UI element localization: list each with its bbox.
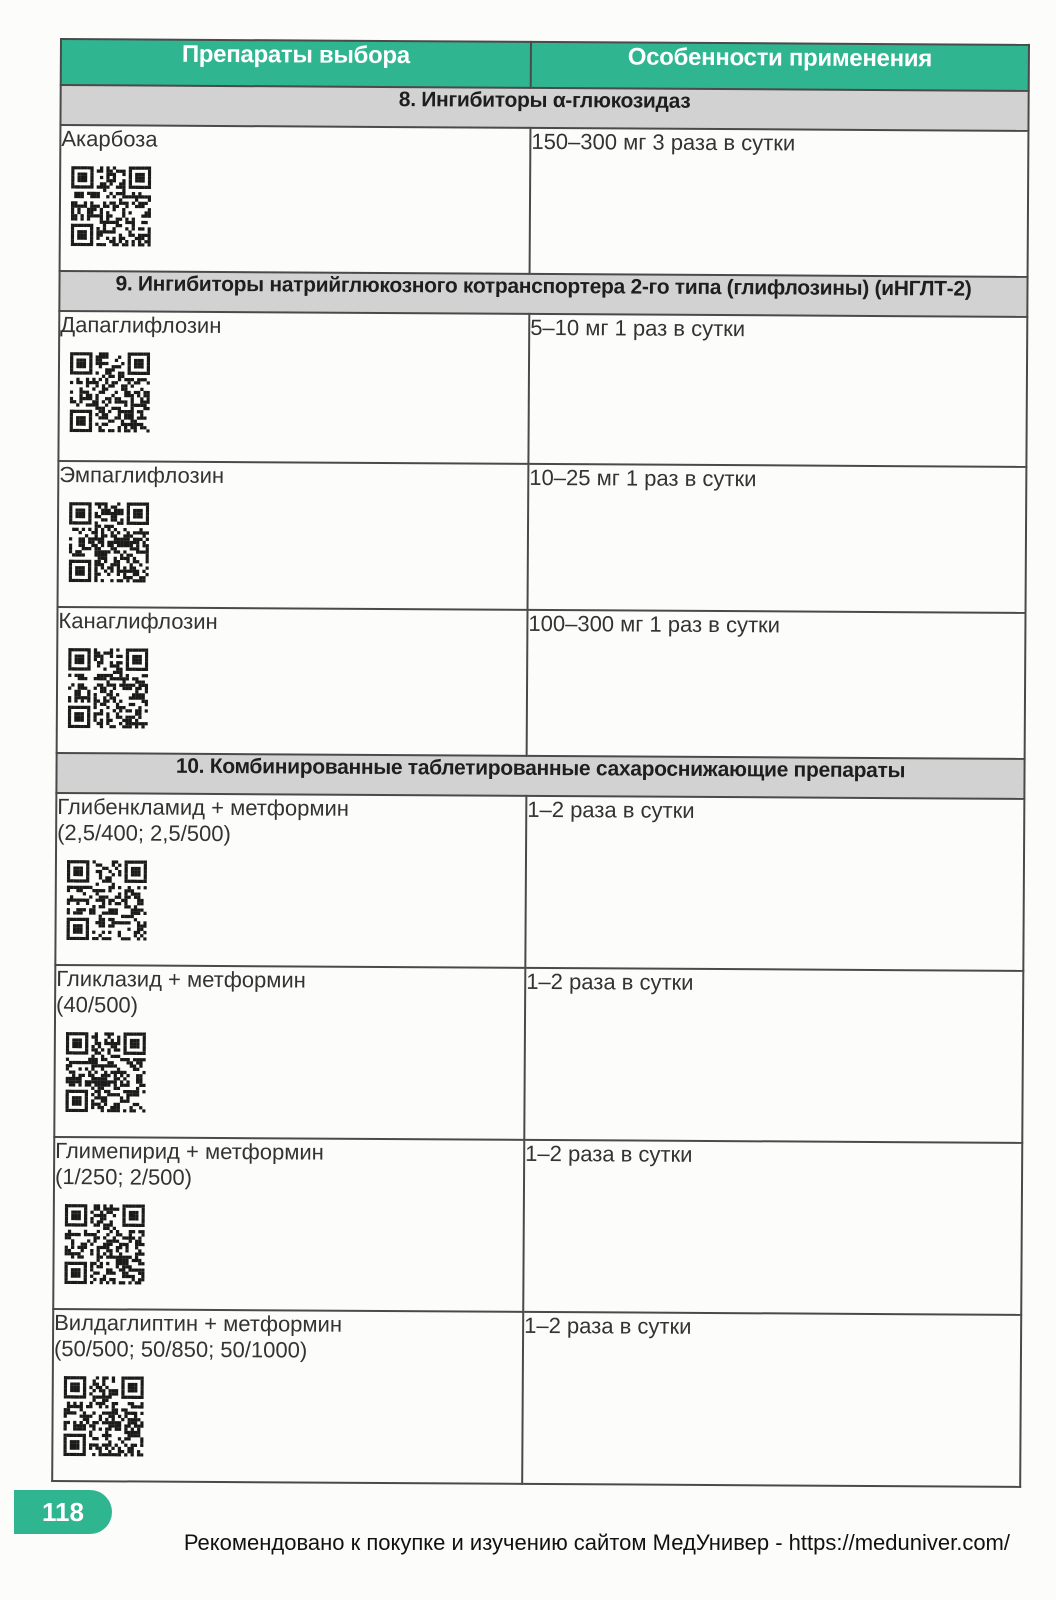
table-row — [52, 1309, 1021, 1487]
table-body — [52, 85, 1029, 1487]
qr-code-icon — [69, 502, 149, 582]
drug-dose: (40/500) — [56, 991, 139, 1018]
drug-dose: (2,5/400; 2,5/500) — [57, 819, 231, 847]
drug-name: Акарбоза — [61, 126, 158, 152]
qr-code-icon — [65, 1032, 145, 1112]
qr-code-icon — [71, 166, 151, 246]
column-header-usage: Особенности применения — [531, 42, 1029, 91]
table-row — [60, 125, 1029, 277]
table-row — [54, 965, 1023, 1143]
drug-name: Вилдаглиптин + метформин — [54, 1309, 343, 1337]
usage-cell: 1–2 раза в сутки — [525, 796, 1024, 971]
table-row — [58, 461, 1027, 613]
usage-cell: 1–2 раза в сутки — [523, 1140, 1022, 1315]
section-row — [59, 271, 1027, 317]
drug-dose: (1/250; 2/500) — [54, 1163, 193, 1190]
drug-cell — [52, 1309, 523, 1484]
drug-name: Глимепирид + метформин — [55, 1137, 324, 1165]
qr-code-icon — [64, 1204, 144, 1284]
drug-dose: (50/500; 50/850; 50/1000) — [53, 1335, 308, 1363]
usage-cell: 10–25 мг 1 раз в сутки — [528, 464, 1027, 613]
usage-cell: 1–2 раза в сутки — [524, 968, 1023, 1143]
usage-cell: 1–2 раза в сутки — [522, 1312, 1021, 1487]
drug-cell — [55, 793, 526, 968]
footer-text: Рекомендовано к покупке и изучению сайтом МедУнивер - https://meduniver.com/ — [183, 1530, 1010, 1555]
drug-name: Эмпаглифлозин — [59, 462, 225, 489]
qr-code-icon — [70, 352, 150, 432]
section-title: 10. Комбинированные таблетированные сахароснижающие препараты — [56, 753, 1024, 799]
table-row — [53, 1137, 1022, 1315]
qr-code-icon — [66, 860, 146, 940]
drug-cell — [53, 1137, 524, 1312]
drug-table — [51, 38, 1030, 1488]
section-row — [60, 85, 1028, 131]
section-title: 9. Ингибиторы натрийглюкозного котранспортера 2-го типа (глифлозины) (иНГЛТ-2) — [59, 271, 1027, 317]
qr-code-icon — [63, 1376, 143, 1456]
usage-cell: 100–300 мг 1 раз в сутки — [527, 610, 1026, 759]
drug-name: Канаглифлозин — [58, 608, 218, 634]
header-row — [61, 39, 1029, 91]
drug-cell — [60, 125, 531, 274]
drug-cell — [58, 311, 529, 464]
table-row — [58, 311, 1027, 467]
drug-name: Гликлазид + метформин — [56, 965, 306, 993]
drug-cell — [54, 965, 525, 1140]
section-title: 8. Ингибиторы α-глюкозидаз — [60, 85, 1028, 131]
drug-name: Дапаглифлозин — [60, 312, 222, 338]
page-number: 118 — [14, 1490, 112, 1534]
drug-cell — [57, 607, 528, 756]
usage-cell: 150–300 мг 3 раза в сутки — [530, 128, 1029, 277]
column-header-drugs: Препараты выбора — [61, 39, 531, 88]
drug-cell — [58, 461, 529, 610]
usage-cell: 5–10 мг 1 раз в сутки — [528, 314, 1027, 467]
table-row — [57, 607, 1026, 759]
qr-code-icon — [68, 648, 148, 728]
section-row — [56, 753, 1024, 799]
table-row — [55, 793, 1024, 971]
drug-name: Глибенкламид + метформин — [57, 793, 350, 821]
